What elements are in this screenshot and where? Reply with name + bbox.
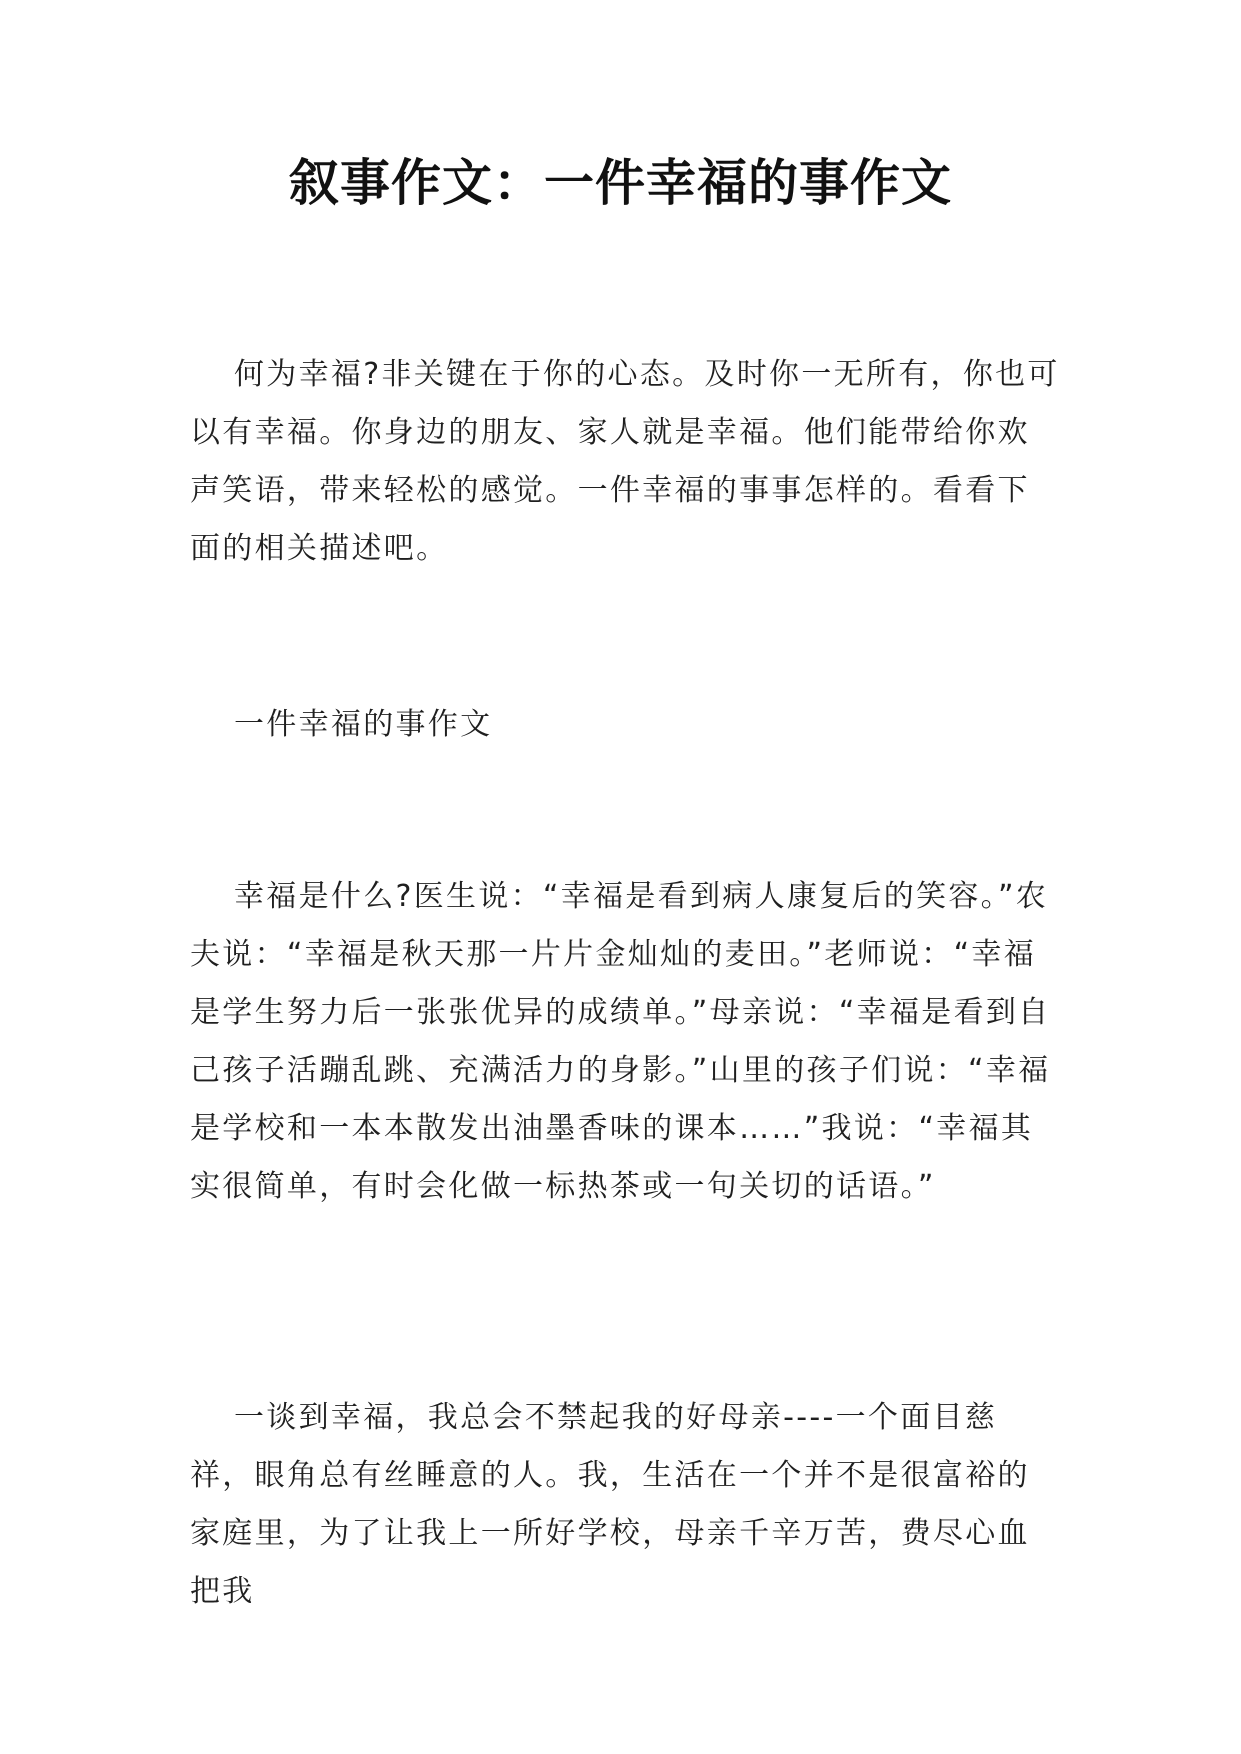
paragraph-subtitle: 一件幸福的事作文	[234, 707, 493, 742]
paragraph-what-is-happiness: 幸福是什么?医生说：“幸福是看到病人康复后的笑容。”农夫说：“幸福是秋天那一片片金灿灿的麦田。”老师说：“幸福是学生努力后一张张优异的成绩单。”母亲说：“幸福是看到自己孩子活蹦乱跳、充满活力的身影。”山里的孩子们说：“幸福是学校和一本本散发出油墨香味的课本……”我说：“幸福其实很简单，有时会化做一标热茶或一句关切的话语。”	[190, 879, 1051, 1204]
paragraph-mother: 一谈到幸福，我总会不禁起我的好母亲----一个面目慈祥，眼角总有丝睡意的人。我，生活在一个并不是很富裕的家庭里，为了让我上一所好学校，母亲千辛万苦，费尽心血把我	[190, 1400, 1030, 1609]
paragraph-intro: 何为幸福?非关键在于你的心态。及时你一无所有，你也可以有幸福。你身边的朋友、家人就是幸福。他们能带给你欢声笑语，带来轻松的感觉。一件幸福的事事怎样的。看看下面的相关描述吧。	[190, 357, 1060, 566]
document-title: 叙事作文：一件幸福的事作文	[289, 153, 952, 212]
